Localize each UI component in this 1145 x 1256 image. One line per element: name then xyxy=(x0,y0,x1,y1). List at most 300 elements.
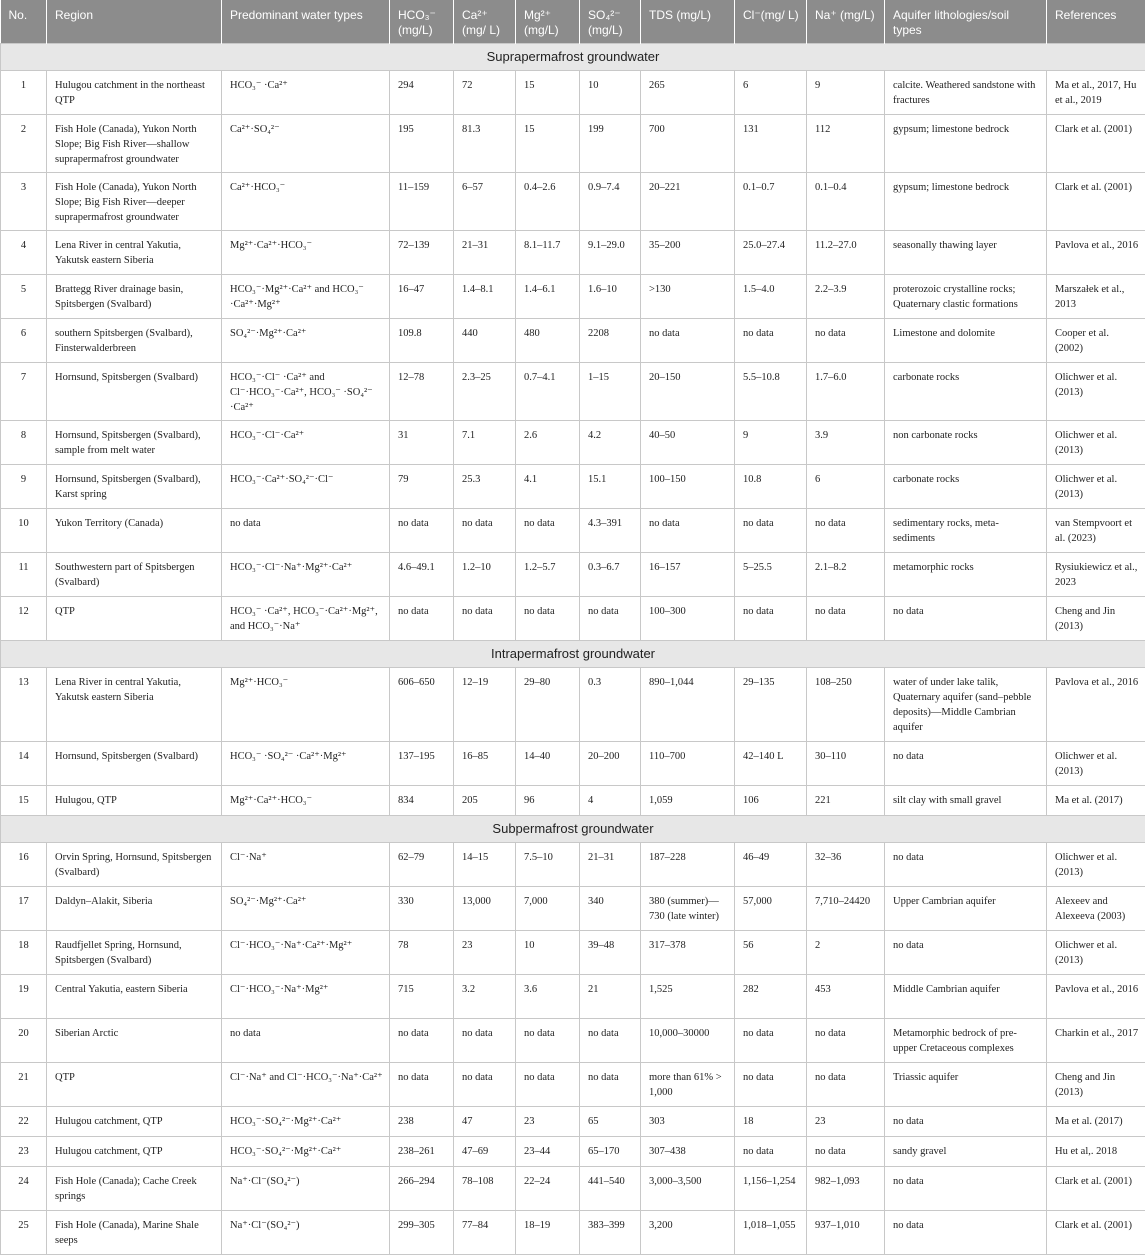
cell-region: Fish Hole (Canada), Yukon North Slope; Big Fish River—deeper suprapermafrost groundwater xyxy=(47,172,222,230)
section-row xyxy=(1,815,1145,842)
cell-na: no data xyxy=(807,596,885,640)
cell-na: 2.2–3.9 xyxy=(807,274,885,318)
cell-ca: 81.3 xyxy=(454,114,516,172)
cell-ca: 78–108 xyxy=(454,1166,516,1210)
cell-region: Hornsund, Spitsbergen (Svalbard) xyxy=(47,362,222,420)
cell-ca: 13,000 xyxy=(454,886,516,930)
cell-aquifer: non carbonate rocks xyxy=(885,420,1047,464)
cell-mg: 23–44 xyxy=(516,1136,580,1166)
cell-cl: 106 xyxy=(735,785,807,815)
cell-no: 24 xyxy=(1,1166,47,1210)
cell-no: 19 xyxy=(1,974,47,1018)
cell-na: no data xyxy=(807,1136,885,1166)
cell-no: 2 xyxy=(1,114,47,172)
cell-ca: 12–19 xyxy=(454,667,516,741)
cell-water-types: HCO₃⁻ ·Ca²⁺ xyxy=(222,70,390,114)
cell-region: Fish Hole (Canada), Yukon North Slope; Big Fish River—shallow suprapermafrost groundwater xyxy=(47,114,222,172)
cell-cl: 10.8 xyxy=(735,464,807,508)
cell-so4: 2208 xyxy=(580,318,641,362)
cell-hco3: 12–78 xyxy=(390,362,454,420)
cell-mg: 480 xyxy=(516,318,580,362)
table-row xyxy=(1,1062,1145,1106)
cell-so4: no data xyxy=(580,596,641,640)
cell-water-types: Cl⁻·Na⁺ xyxy=(222,842,390,886)
cell-aquifer: Triassic aquifer xyxy=(885,1062,1047,1106)
cell-ca: 2.3–25 xyxy=(454,362,516,420)
cell-na: 32–36 xyxy=(807,842,885,886)
cell-tds: 100–300 xyxy=(641,596,735,640)
cell-no: 25 xyxy=(1,1210,47,1254)
cell-hco3: 299–305 xyxy=(390,1210,454,1254)
cell-tds: no data xyxy=(641,318,735,362)
table-row xyxy=(1,1106,1145,1136)
cell-aquifer: no data xyxy=(885,741,1047,785)
cell-region: Hulugou, QTP xyxy=(47,785,222,815)
cell-cl: 57,000 xyxy=(735,886,807,930)
cell-reference: Olichwer et al. (2013) xyxy=(1047,362,1145,420)
cell-region: Hornsund, Spitsbergen (Svalbard) xyxy=(47,741,222,785)
cell-mg: no data xyxy=(516,508,580,552)
cell-cl: no data xyxy=(735,318,807,362)
table-row xyxy=(1,274,1145,318)
header-ca: Ca²⁺ (mg/ L) xyxy=(454,0,516,43)
cell-tds: 20–221 xyxy=(641,172,735,230)
cell-no: 7 xyxy=(1,362,47,420)
section-row xyxy=(1,640,1145,667)
cell-cl: 18 xyxy=(735,1106,807,1136)
cell-so4: no data xyxy=(580,1062,641,1106)
cell-no: 5 xyxy=(1,274,47,318)
cell-so4: 0.9–7.4 xyxy=(580,172,641,230)
cell-so4: 65 xyxy=(580,1106,641,1136)
cell-na: 3.9 xyxy=(807,420,885,464)
section-title: Subpermafrost groundwater xyxy=(1,815,1145,842)
header-row xyxy=(1,0,1145,43)
cell-aquifer: sandy gravel xyxy=(885,1136,1047,1166)
cell-no: 16 xyxy=(1,842,47,886)
cell-reference: Ma et al. (2017) xyxy=(1047,785,1145,815)
cell-reference: van Stempvoort et al. (2023) xyxy=(1047,508,1145,552)
cell-no: 13 xyxy=(1,667,47,741)
cell-region: QTP xyxy=(47,1062,222,1106)
cell-cl: no data xyxy=(735,1136,807,1166)
cell-aquifer: seasonally thawing layer xyxy=(885,230,1047,274)
table-row xyxy=(1,70,1145,114)
table-row xyxy=(1,464,1145,508)
header-cl: Cl⁻(mg/ L) xyxy=(735,0,807,43)
cell-reference: Olichwer et al. (2013) xyxy=(1047,741,1145,785)
cell-tds: 3,200 xyxy=(641,1210,735,1254)
cell-hco3: 109.8 xyxy=(390,318,454,362)
cell-mg: 7.5–10 xyxy=(516,842,580,886)
cell-region: Southwestern part of Spitsbergen (Svalbard) xyxy=(47,552,222,596)
cell-ca: 14–15 xyxy=(454,842,516,886)
header-na: Na⁺ (mg/L) xyxy=(807,0,885,43)
cell-na: 9 xyxy=(807,70,885,114)
cell-reference: Clark et al. (2001) xyxy=(1047,114,1145,172)
cell-hco3: 294 xyxy=(390,70,454,114)
cell-ca: 77–84 xyxy=(454,1210,516,1254)
cell-reference: Olichwer et al. (2013) xyxy=(1047,842,1145,886)
cell-hco3: 11–159 xyxy=(390,172,454,230)
cell-tds: 890–1,044 xyxy=(641,667,735,741)
cell-ca: 47 xyxy=(454,1106,516,1136)
cell-tds: 317–378 xyxy=(641,930,735,974)
cell-cl: 9 xyxy=(735,420,807,464)
cell-tds: no data xyxy=(641,508,735,552)
cell-so4: 383–399 xyxy=(580,1210,641,1254)
cell-tds: 303 xyxy=(641,1106,735,1136)
cell-region: Yukon Territory (Canada) xyxy=(47,508,222,552)
cell-no: 9 xyxy=(1,464,47,508)
section-row xyxy=(1,43,1145,70)
cell-na: 108–250 xyxy=(807,667,885,741)
cell-hco3: 78 xyxy=(390,930,454,974)
cell-aquifer: no data xyxy=(885,1106,1047,1136)
table-body xyxy=(1,43,1145,1254)
cell-ca: 47–69 xyxy=(454,1136,516,1166)
cell-water-types: no data xyxy=(222,508,390,552)
cell-na: 221 xyxy=(807,785,885,815)
cell-tds: 35–200 xyxy=(641,230,735,274)
cell-region: Hulugou catchment in the northeast QTP xyxy=(47,70,222,114)
cell-ca: 25.3 xyxy=(454,464,516,508)
cell-aquifer: no data xyxy=(885,596,1047,640)
cell-hco3: 79 xyxy=(390,464,454,508)
cell-na: 937–1,010 xyxy=(807,1210,885,1254)
cell-water-types: HCO₃⁻·Mg²⁺·Ca²⁺ and HCO₃⁻ ·Ca²⁺·Mg²⁺ xyxy=(222,274,390,318)
cell-reference: Rysiukiewicz et al., 2023 xyxy=(1047,552,1145,596)
cell-hco3: 266–294 xyxy=(390,1166,454,1210)
cell-hco3: no data xyxy=(390,596,454,640)
cell-aquifer: Limestone and dolomite xyxy=(885,318,1047,362)
cell-water-types: Cl⁻·HCO₃⁻·Na⁺·Ca²⁺·Mg²⁺ xyxy=(222,930,390,974)
cell-so4: 0.3 xyxy=(580,667,641,741)
cell-hco3: 238 xyxy=(390,1106,454,1136)
cell-water-types: Ca²⁺·SO₄²⁻ xyxy=(222,114,390,172)
cell-so4: 0.3–6.7 xyxy=(580,552,641,596)
cell-cl: 46–49 xyxy=(735,842,807,886)
cell-aquifer: no data xyxy=(885,930,1047,974)
cell-cl: 29–135 xyxy=(735,667,807,741)
cell-reference: Pavlova et al., 2016 xyxy=(1047,230,1145,274)
cell-aquifer: carbonate rocks xyxy=(885,464,1047,508)
table-row xyxy=(1,596,1145,640)
cell-cl: 282 xyxy=(735,974,807,1018)
cell-mg: 2.6 xyxy=(516,420,580,464)
table-row xyxy=(1,172,1145,230)
cell-so4: 4 xyxy=(580,785,641,815)
cell-so4: 199 xyxy=(580,114,641,172)
header-mg: Mg²⁺ (mg/L) xyxy=(516,0,580,43)
table-row xyxy=(1,420,1145,464)
cell-hco3: 606–650 xyxy=(390,667,454,741)
cell-tds: 1,525 xyxy=(641,974,735,1018)
cell-region: Hulugou catchment, QTP xyxy=(47,1106,222,1136)
cell-ca: 440 xyxy=(454,318,516,362)
cell-mg: no data xyxy=(516,596,580,640)
cell-mg: 1.2–5.7 xyxy=(516,552,580,596)
cell-hco3: 195 xyxy=(390,114,454,172)
cell-water-types: HCO₃⁻·SO₄²⁻·Mg²⁺·Ca²⁺ xyxy=(222,1106,390,1136)
cell-so4: 441–540 xyxy=(580,1166,641,1210)
cell-mg: 15 xyxy=(516,70,580,114)
table-row xyxy=(1,1136,1145,1166)
cell-cl: 1.5–4.0 xyxy=(735,274,807,318)
cell-region: Brattegg River drainage basin, Spitsbergen (Svalbard) xyxy=(47,274,222,318)
cell-mg: 8.1–11.7 xyxy=(516,230,580,274)
cell-na: 6 xyxy=(807,464,885,508)
cell-region: Lena River in central Yakutia, Yakutsk eastern Siberia xyxy=(47,230,222,274)
header-hco3: HCO₃⁻ (mg/L) xyxy=(390,0,454,43)
cell-cl: 1,018–1,055 xyxy=(735,1210,807,1254)
cell-aquifer: Metamorphic bedrock of pre-upper Cretaceous complexes xyxy=(885,1018,1047,1062)
cell-na: no data xyxy=(807,508,885,552)
table-row xyxy=(1,552,1145,596)
cell-water-types: Mg²⁺·Ca²⁺·HCO₃⁻ xyxy=(222,785,390,815)
cell-reference: Cheng and Jin (2013) xyxy=(1047,1062,1145,1106)
cell-water-types: Mg²⁺·Ca²⁺·HCO₃⁻ xyxy=(222,230,390,274)
table-row xyxy=(1,230,1145,274)
cell-mg: no data xyxy=(516,1018,580,1062)
section-title: Suprapermafrost groundwater xyxy=(1,43,1145,70)
cell-reference: Cooper et al. (2002) xyxy=(1047,318,1145,362)
cell-no: 15 xyxy=(1,785,47,815)
cell-mg: 3.6 xyxy=(516,974,580,1018)
cell-ca: 21–31 xyxy=(454,230,516,274)
cell-region: Fish Hole (Canada), Marine Shale seeps xyxy=(47,1210,222,1254)
cell-na: no data xyxy=(807,1018,885,1062)
cell-mg: 0.7–4.1 xyxy=(516,362,580,420)
cell-cl: 1,156–1,254 xyxy=(735,1166,807,1210)
cell-tds: 265 xyxy=(641,70,735,114)
cell-region: Hornsund, Spitsbergen (Svalbard), Karst spring xyxy=(47,464,222,508)
cell-na: 2 xyxy=(807,930,885,974)
cell-region: Siberian Arctic xyxy=(47,1018,222,1062)
header-region: Region xyxy=(47,0,222,43)
cell-reference: Alexeev and Alexeeva (2003) xyxy=(1047,886,1145,930)
cell-water-types: Cl⁻·Na⁺ and Cl⁻·HCO₃⁻·Na⁺·Ca²⁺ xyxy=(222,1062,390,1106)
header-tds: TDS (mg/L) xyxy=(641,0,735,43)
cell-region: Hulugou catchment, QTP xyxy=(47,1136,222,1166)
cell-mg: 14–40 xyxy=(516,741,580,785)
cell-aquifer: gypsum; limestone bedrock xyxy=(885,114,1047,172)
cell-na: 982–1,093 xyxy=(807,1166,885,1210)
cell-ca: 6–57 xyxy=(454,172,516,230)
cell-hco3: 16–47 xyxy=(390,274,454,318)
header-so4: SO₄²⁻ (mg/L) xyxy=(580,0,641,43)
cell-so4: 15.1 xyxy=(580,464,641,508)
cell-no: 3 xyxy=(1,172,47,230)
cell-tds: 16–157 xyxy=(641,552,735,596)
cell-reference: Clark et al. (2001) xyxy=(1047,1210,1145,1254)
cell-cl: 0.1–0.7 xyxy=(735,172,807,230)
cell-mg: 18–19 xyxy=(516,1210,580,1254)
cell-tds: 380 (summer)—730 (late winter) xyxy=(641,886,735,930)
cell-region: Lena River in central Yakutia, Yakutsk eastern Siberia xyxy=(47,667,222,741)
cell-so4: 1–15 xyxy=(580,362,641,420)
cell-water-types: no data xyxy=(222,1018,390,1062)
cell-mg: 23 xyxy=(516,1106,580,1136)
cell-na: no data xyxy=(807,318,885,362)
cell-tds: 187–228 xyxy=(641,842,735,886)
cell-aquifer: calcite. Weathered sandstone with fractures xyxy=(885,70,1047,114)
cell-na: 453 xyxy=(807,974,885,1018)
cell-na: 23 xyxy=(807,1106,885,1136)
cell-water-types: SO₄²⁻·Mg²⁺·Ca²⁺ xyxy=(222,318,390,362)
cell-tds: more than 61% > 1,000 xyxy=(641,1062,735,1106)
header-references: References xyxy=(1047,0,1145,43)
cell-reference: Olichwer et al. (2013) xyxy=(1047,464,1145,508)
cell-no: 11 xyxy=(1,552,47,596)
cell-ca: no data xyxy=(454,508,516,552)
header-water-types: Predominant water types xyxy=(222,0,390,43)
cell-no: 1 xyxy=(1,70,47,114)
cell-mg: 0.4–2.6 xyxy=(516,172,580,230)
cell-water-types: HCO₃⁻·Ca²⁺·SO₄²⁻·Cl⁻ xyxy=(222,464,390,508)
cell-so4: 340 xyxy=(580,886,641,930)
cell-no: 10 xyxy=(1,508,47,552)
cell-so4: 1.6–10 xyxy=(580,274,641,318)
cell-ca: 7.1 xyxy=(454,420,516,464)
cell-so4: 9.1–29.0 xyxy=(580,230,641,274)
cell-water-types: Ca²⁺·HCO₃⁻ xyxy=(222,172,390,230)
cell-no: 4 xyxy=(1,230,47,274)
cell-mg: 96 xyxy=(516,785,580,815)
cell-hco3: 834 xyxy=(390,785,454,815)
cell-cl: no data xyxy=(735,1062,807,1106)
cell-aquifer: no data xyxy=(885,1210,1047,1254)
cell-aquifer: no data xyxy=(885,842,1047,886)
cell-mg: 29–80 xyxy=(516,667,580,741)
cell-water-types: HCO₃⁻ ·SO₄²⁻ ·Ca²⁺·Mg²⁺ xyxy=(222,741,390,785)
cell-so4: no data xyxy=(580,1018,641,1062)
cell-mg: 4.1 xyxy=(516,464,580,508)
cell-cl: 5–25.5 xyxy=(735,552,807,596)
cell-ca: 16–85 xyxy=(454,741,516,785)
cell-cl: no data xyxy=(735,596,807,640)
cell-cl: no data xyxy=(735,508,807,552)
cell-hco3: 4.6–49.1 xyxy=(390,552,454,596)
cell-tds: 700 xyxy=(641,114,735,172)
cell-mg: 7,000 xyxy=(516,886,580,930)
cell-na: no data xyxy=(807,1062,885,1106)
cell-cl: 56 xyxy=(735,930,807,974)
cell-so4: 21–31 xyxy=(580,842,641,886)
table-row xyxy=(1,318,1145,362)
cell-no: 12 xyxy=(1,596,47,640)
cell-ca: 3.2 xyxy=(454,974,516,1018)
cell-aquifer: proterozoic crystalline rocks; Quaternary clastic formations xyxy=(885,274,1047,318)
cell-water-types: Cl⁻·HCO₃⁻·Na⁺·Mg²⁺ xyxy=(222,974,390,1018)
table-row xyxy=(1,974,1145,1018)
cell-aquifer: carbonate rocks xyxy=(885,362,1047,420)
cell-mg: 1.4–6.1 xyxy=(516,274,580,318)
cell-hco3: no data xyxy=(390,1062,454,1106)
cell-mg: 15 xyxy=(516,114,580,172)
cell-hco3: 238–261 xyxy=(390,1136,454,1166)
cell-cl: 25.0–27.4 xyxy=(735,230,807,274)
cell-no: 17 xyxy=(1,886,47,930)
cell-ca: 1.4–8.1 xyxy=(454,274,516,318)
cell-water-types: HCO₃⁻·Cl⁻·Ca²⁺ xyxy=(222,420,390,464)
cell-tds: >130 xyxy=(641,274,735,318)
cell-water-types: Na⁺·Cl⁻(SO₄²⁻) xyxy=(222,1210,390,1254)
cell-no: 6 xyxy=(1,318,47,362)
cell-tds: 40–50 xyxy=(641,420,735,464)
table-row xyxy=(1,1210,1145,1254)
table-row xyxy=(1,114,1145,172)
cell-aquifer: no data xyxy=(885,1166,1047,1210)
cell-region: Hornsund, Spitsbergen (Svalbard), sample from melt water xyxy=(47,420,222,464)
cell-tds: 100–150 xyxy=(641,464,735,508)
cell-hco3: no data xyxy=(390,1018,454,1062)
cell-region: Central Yakutia, eastern Siberia xyxy=(47,974,222,1018)
cell-no: 20 xyxy=(1,1018,47,1062)
cell-aquifer: silt clay with small gravel xyxy=(885,785,1047,815)
cell-so4: 20–200 xyxy=(580,741,641,785)
header-aquifer: Aquifer lithologies/soil types xyxy=(885,0,1047,43)
table-row xyxy=(1,508,1145,552)
cell-hco3: no data xyxy=(390,508,454,552)
cell-aquifer: gypsum; limestone bedrock xyxy=(885,172,1047,230)
cell-na: 112 xyxy=(807,114,885,172)
cell-no: 22 xyxy=(1,1106,47,1136)
cell-tds: 307–438 xyxy=(641,1136,735,1166)
cell-tds: 1,059 xyxy=(641,785,735,815)
cell-tds: 3,000–3,500 xyxy=(641,1166,735,1210)
cell-mg: 10 xyxy=(516,930,580,974)
table-row xyxy=(1,667,1145,741)
cell-ca: no data xyxy=(454,1018,516,1062)
cell-region: southern Spitsbergen (Svalbard), Finsterwalderbreen xyxy=(47,318,222,362)
header-no: No. xyxy=(1,0,47,43)
cell-cl: 5.5–10.8 xyxy=(735,362,807,420)
cell-na: 2.1–8.2 xyxy=(807,552,885,596)
cell-ca: 23 xyxy=(454,930,516,974)
cell-reference: Pavlova et al., 2016 xyxy=(1047,974,1145,1018)
cell-tds: 20–150 xyxy=(641,362,735,420)
cell-na: 11.2–27.0 xyxy=(807,230,885,274)
cell-no: 8 xyxy=(1,420,47,464)
cell-reference: Cheng and Jin (2013) xyxy=(1047,596,1145,640)
cell-no: 23 xyxy=(1,1136,47,1166)
cell-aquifer: water of under lake talik, Quaternary aquifer (sand–pebble deposits)—Middle Cambrian aquifer xyxy=(885,667,1047,741)
cell-so4: 4.2 xyxy=(580,420,641,464)
cell-cl: 131 xyxy=(735,114,807,172)
cell-na: 1.7–6.0 xyxy=(807,362,885,420)
cell-water-types: Mg²⁺·HCO₃⁻ xyxy=(222,667,390,741)
cell-reference: Charkin et al., 2017 xyxy=(1047,1018,1145,1062)
cell-aquifer: Middle Cambrian aquifer xyxy=(885,974,1047,1018)
cell-hco3: 137–195 xyxy=(390,741,454,785)
cell-water-types: SO₄²⁻·Mg²⁺·Ca²⁺ xyxy=(222,886,390,930)
cell-reference: Clark et al. (2001) xyxy=(1047,172,1145,230)
cell-no: 18 xyxy=(1,930,47,974)
table-header xyxy=(1,0,1145,43)
cell-so4: 21 xyxy=(580,974,641,1018)
cell-reference: Pavlova et al., 2016 xyxy=(1047,667,1145,741)
cell-so4: 4.3–391 xyxy=(580,508,641,552)
cell-water-types: HCO₃⁻·Cl⁻·Na⁺·Mg²⁺·Ca²⁺ xyxy=(222,552,390,596)
cell-aquifer: sedimentary rocks, meta-sediments xyxy=(885,508,1047,552)
cell-cl: 6 xyxy=(735,70,807,114)
table-row xyxy=(1,1166,1145,1210)
table-row xyxy=(1,930,1145,974)
cell-water-types: HCO₃⁻·Cl⁻ ·Ca²⁺ and Cl⁻·HCO₃⁻·Ca²⁺, HCO₃⁻ ·SO₄²⁻ ·Ca²⁺ xyxy=(222,362,390,420)
cell-na: 7,710–24420 xyxy=(807,886,885,930)
table-row xyxy=(1,886,1145,930)
